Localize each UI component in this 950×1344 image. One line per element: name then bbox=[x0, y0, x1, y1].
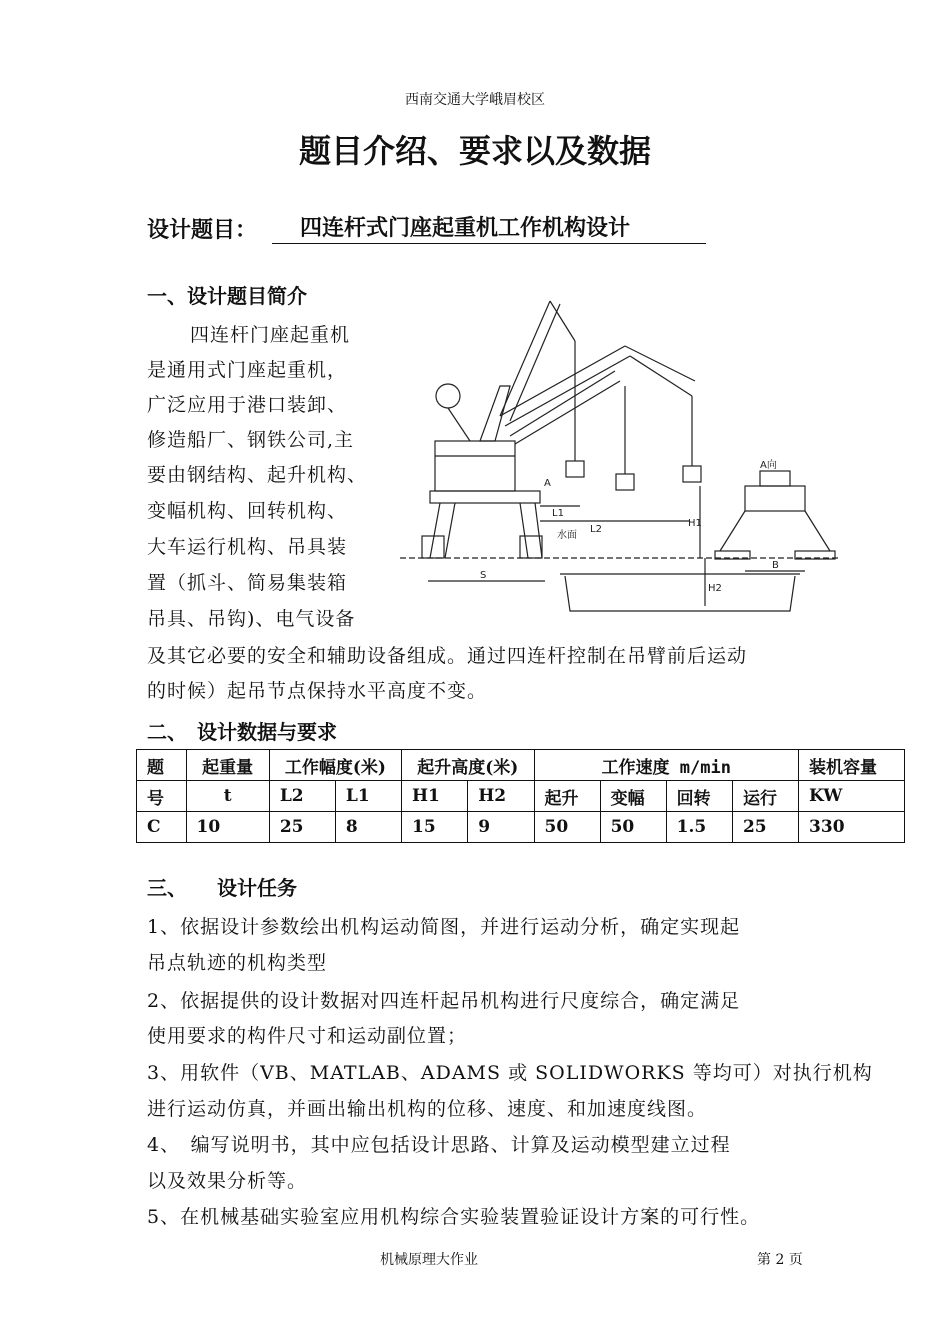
section3-heading: 三、 设计任务 bbox=[147, 876, 297, 900]
table-cell: H1 bbox=[402, 781, 468, 812]
design-data-table bbox=[136, 749, 905, 843]
text-line: 的时候）起吊节点保持水平高度不变。 bbox=[147, 680, 488, 702]
table-cell: 装机容量 bbox=[799, 750, 905, 781]
text-line: 5、在机械基础实验室应用机构综合实验装置验证设计方案的可行性。 bbox=[147, 1206, 761, 1228]
section2-heading: 二、 设计数据与要求 bbox=[147, 720, 337, 744]
table-cell: 1.5 bbox=[666, 812, 732, 843]
table-cell: 工作速度 m/min bbox=[534, 750, 799, 781]
label-b: B bbox=[772, 560, 779, 571]
table-subheader-row bbox=[137, 781, 905, 812]
text-line: 3、用软件（VB、MATLAB、ADAMS 或 SOLIDWORKS 等均可）对执行机构 bbox=[147, 1062, 873, 1084]
table-cell: L2 bbox=[269, 781, 335, 812]
section1-heading: 一、设计题目简介 bbox=[147, 284, 307, 308]
table-cell: KW bbox=[799, 781, 905, 812]
table-cell: 号 bbox=[137, 781, 187, 812]
text-line: 使用要求的构件尺寸和运动副位置； bbox=[147, 1025, 468, 1047]
label-l1: L1 bbox=[552, 508, 564, 519]
table-cell: H2 bbox=[468, 781, 534, 812]
label-s: S bbox=[480, 570, 487, 581]
table-cell: C bbox=[137, 812, 187, 843]
text-line: 及其它必要的安全和辅助设备组成。通过四连杆控制在吊臂前后运动 bbox=[147, 645, 748, 667]
table-cell: 起升 bbox=[534, 781, 600, 812]
crane-diagram bbox=[400, 296, 840, 618]
text-line: 是通用式门座起重机， bbox=[147, 359, 348, 381]
table-cell: 10 bbox=[186, 812, 269, 843]
table-header-row bbox=[137, 750, 905, 781]
table-cell: 25 bbox=[732, 812, 798, 843]
table-cell: 变幅 bbox=[600, 781, 666, 812]
table-cell: 50 bbox=[600, 812, 666, 843]
text-line: 4、 编写说明书，其中应包括设计思路、计算及运动模型建立过程 bbox=[147, 1134, 731, 1156]
text-line: 1、依据设计参数绘出机构运动简图，并进行运动分析，确定实现起 bbox=[147, 916, 741, 938]
text-line: 大车运行机构、吊具装 bbox=[147, 536, 348, 558]
table-cell: 9 bbox=[468, 812, 534, 843]
text-line: 吊点轨迹的机构类型 bbox=[147, 952, 328, 974]
text-line: 2、依据提供的设计数据对四连杆起吊机构进行尺度综合，确定满足 bbox=[147, 990, 741, 1012]
table-cell: 25 bbox=[269, 812, 335, 843]
text-line: 吊具、吊钩)、电气设备 bbox=[147, 608, 356, 630]
table-row bbox=[137, 812, 905, 843]
footer-page-number: 第 2 页 bbox=[757, 1252, 803, 1268]
text-line: 以及效果分析等。 bbox=[147, 1170, 308, 1192]
text-line: 四连杆门座起重机 bbox=[190, 324, 351, 346]
table-cell: 8 bbox=[335, 812, 401, 843]
page-header: 西南交通大学峨眉校区 bbox=[405, 92, 545, 108]
table-cell: 运行 bbox=[732, 781, 798, 812]
table-cell: 起升高度(米) bbox=[402, 750, 535, 781]
label-a: A bbox=[544, 478, 551, 489]
label-h1: H1 bbox=[688, 518, 702, 529]
topic-value: 四连杆式门座起重机工作机构设计 bbox=[272, 213, 706, 244]
topic-label: 设计题目： bbox=[147, 217, 258, 243]
page-title: 题目介绍、要求以及数据 bbox=[298, 132, 651, 170]
text-line: 要由钢结构、起升机构、 bbox=[147, 464, 368, 486]
table-cell: t bbox=[186, 781, 269, 812]
text-line: 变幅机构、回转机构、 bbox=[147, 500, 348, 522]
table-cell: 起重量 bbox=[186, 750, 269, 781]
table-cell: 330 bbox=[799, 812, 905, 843]
table-cell: 15 bbox=[402, 812, 468, 843]
table-cell: 题 bbox=[137, 750, 187, 781]
label-water: 水面 bbox=[557, 530, 577, 541]
table-cell: L1 bbox=[335, 781, 401, 812]
table-cell: 工作幅度(米) bbox=[269, 750, 401, 781]
text-line: 进行运动仿真，并画出输出机构的位移、速度、和加速度线图。 bbox=[147, 1098, 708, 1120]
text-line: 置（抓斗、简易集装箱 bbox=[147, 572, 348, 594]
table-cell: 50 bbox=[534, 812, 600, 843]
label-a-dir: A向 bbox=[760, 460, 777, 471]
label-h2: H2 bbox=[708, 583, 722, 594]
label-l2: L2 bbox=[590, 524, 602, 535]
text-line: 广泛应用于港口装卸、 bbox=[147, 394, 348, 416]
footer-course-name: 机械原理大作业 bbox=[380, 1252, 478, 1268]
text-line: 修造船厂、钢铁公司,主 bbox=[147, 429, 355, 451]
table-cell: 回转 bbox=[666, 781, 732, 812]
